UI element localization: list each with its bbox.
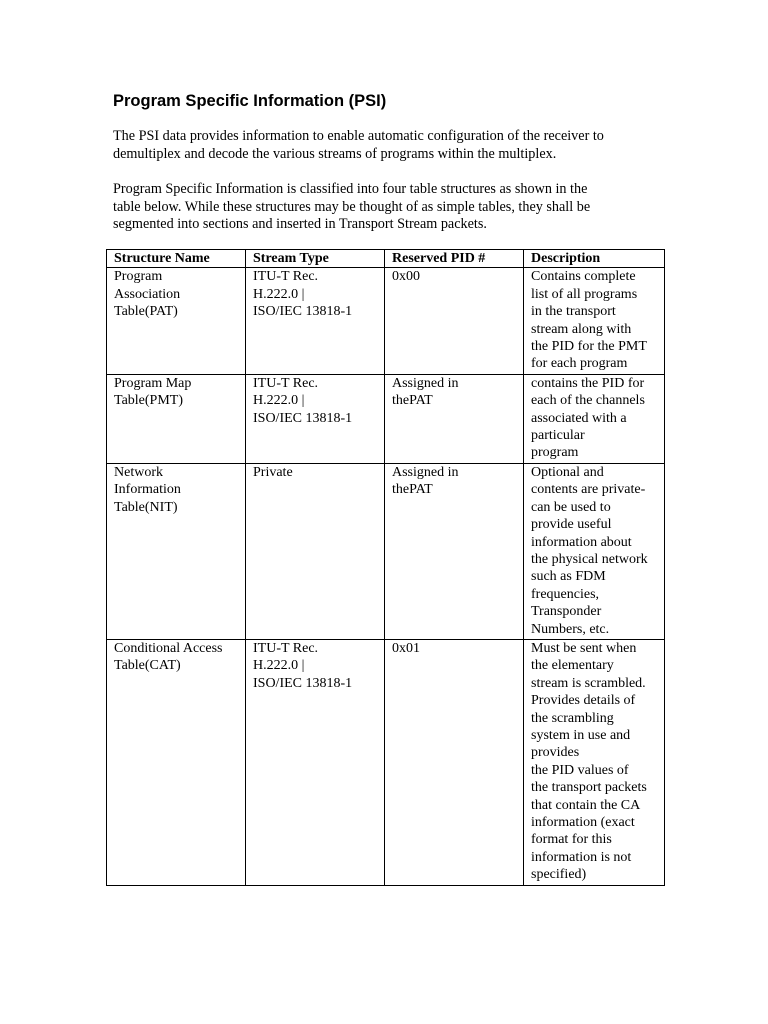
cell-text-line: Assigned in (392, 464, 459, 480)
cell-reserved-pid (385, 639, 524, 885)
cell-text-line: such as FDM (531, 569, 606, 585)
paragraph-line: table below. While these structures may be thought of as simple tables, they shall be (113, 198, 591, 215)
cell-text-line: H.222.0 | (253, 286, 305, 302)
cell-text-line: the physical network (531, 551, 648, 567)
cell-text-line: frequencies, (531, 586, 600, 602)
cell-stream-type (246, 374, 385, 463)
cell-structure-name (107, 639, 246, 885)
cell-text-line: Assigned in (392, 375, 459, 391)
cell-text-line: the PID for the PMT (531, 339, 647, 355)
cell-text-line: Contains complete (531, 269, 636, 285)
paragraph-line: demultiplex and decode the various streams of programs within the multiplex. (113, 145, 557, 162)
cell-text-line: the transport packets (531, 780, 647, 796)
cell-text-line: Program Map (114, 375, 192, 391)
cell-structure-name (107, 268, 246, 374)
cell-text-line: Private (253, 464, 293, 480)
cell-text-line: Association (114, 286, 181, 302)
cell-text-line: information (exact (531, 815, 635, 830)
cell-text-line: Table(CAT) (114, 658, 181, 674)
cell-stream-type (246, 639, 385, 885)
cell-text-line: the PID values of (531, 762, 629, 778)
cell-text-line: H.222.0 | (253, 658, 305, 674)
cell-text-line: in the transport (531, 304, 616, 320)
cell-text-line: Table(PAT) (114, 304, 178, 320)
cell-reserved-pid (385, 463, 524, 639)
table-row (107, 639, 665, 885)
cell-text-line: for each program (531, 356, 628, 372)
cell-text-line: Numbers, etc. (531, 621, 610, 637)
cell-text-line: format for this (531, 832, 612, 848)
cell-text-line: Network (114, 464, 163, 480)
cell-stream-type (246, 463, 385, 639)
cell-text-line: thePAT (392, 482, 433, 498)
table-row (107, 374, 665, 463)
cell-description (524, 268, 665, 374)
cell-text-line: ITU-T Rec. (253, 375, 319, 391)
cell-text-line: each of the channels (531, 393, 645, 409)
cell-text-line: provides (531, 745, 580, 761)
cell-text-line: contents are private- (531, 482, 646, 498)
cell-text-line: contains the PID for (531, 375, 645, 391)
cell-text-line: Table(NIT) (114, 499, 178, 515)
cell-text-line: provide useful (531, 517, 612, 533)
header-structure-name: Structure Name (107, 250, 246, 268)
cell-description (524, 463, 665, 639)
paragraph-line: Program Specific Information is classified into four table structures as shown in the (113, 181, 588, 197)
table-row (107, 268, 665, 374)
cell-text-line: specified) (531, 867, 587, 883)
table-body (107, 268, 665, 885)
page-title: Program Specific Information (PSI) (113, 92, 387, 110)
cell-description (524, 374, 665, 463)
cell-text-line: Provides details of (531, 693, 636, 709)
header-stream-type: Stream Type (246, 250, 385, 268)
table-header-row (107, 250, 665, 268)
cell-text-line: Conditional Access (114, 640, 223, 656)
header-reserved-pid: Reserved PID # (385, 250, 524, 268)
cell-text-line: 0x01 (392, 640, 420, 656)
paragraph-line: segmented into sections and inserted in Transport Stream packets. (113, 216, 487, 232)
cell-text-line: stream is scrambled. (531, 675, 646, 691)
table-row (107, 463, 665, 639)
cell-structure-name (107, 463, 246, 639)
cell-text-line: that contain the CA (531, 797, 641, 813)
cell-text-line: associated with a (531, 410, 627, 426)
cell-stream-type (246, 268, 385, 374)
cell-text-line: ISO/IEC 13818-1 (253, 410, 353, 426)
cell-text-line: Information (114, 482, 181, 498)
paragraph-line: The PSI data provides information to enable automatic configuration of the receiver to (113, 128, 604, 144)
cell-reserved-pid (385, 268, 524, 374)
cell-text-line: the scrambling (531, 710, 614, 726)
cell-text-line: ISO/IEC 13818-1 (253, 675, 353, 691)
cell-structure-name (107, 374, 246, 463)
header-description: Description (524, 250, 665, 268)
cell-reserved-pid (385, 374, 524, 463)
cell-text-line: particular (531, 428, 585, 444)
cell-text-line: ISO/IEC 13818-1 (253, 304, 353, 320)
cell-text-line: ITU-T Rec. (253, 269, 319, 285)
cell-text-line: stream along with (531, 321, 632, 337)
cell-text-line: list of all programs (531, 286, 638, 302)
cell-text-line: Table(PMT) (114, 393, 184, 409)
cell-text-line: the elementary (531, 658, 614, 674)
cell-text-line: information about (531, 534, 632, 550)
cell-text-line: ITU-T Rec. (253, 640, 319, 656)
intro-paragraph (113, 128, 653, 163)
cell-text-line: program (531, 445, 579, 461)
psi-structures-table (106, 249, 665, 886)
cell-text-line: H.222.0 | (253, 393, 305, 409)
cell-text-line: information is not (531, 849, 632, 865)
cell-text-line: Must be sent when (531, 640, 637, 656)
cell-text-line: Program (114, 269, 163, 285)
classification-paragraph (113, 181, 653, 234)
cell-text-line: Optional and (531, 464, 604, 480)
cell-text-line: Transponder (531, 604, 602, 620)
cell-text-line: system in use and (531, 727, 631, 743)
cell-text-line: 0x00 (392, 269, 420, 285)
cell-text-line: can be used to (531, 499, 611, 515)
cell-description (524, 639, 665, 885)
cell-text-line: thePAT (392, 393, 433, 409)
